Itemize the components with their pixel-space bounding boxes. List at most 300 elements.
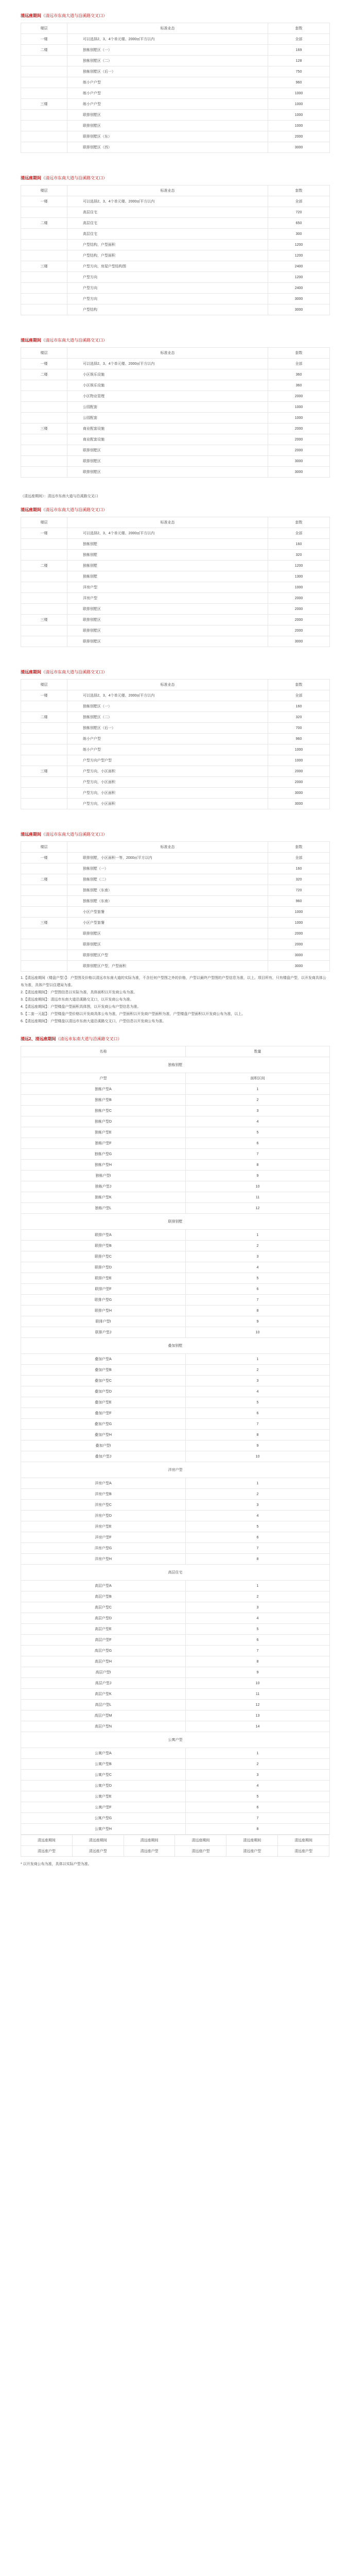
- unit-name-cell: 高层户型F: [21, 1635, 186, 1646]
- count-cell: 2000: [268, 625, 330, 636]
- unit-name-cell: 叠加户型F: [21, 1408, 186, 1419]
- table-row: [21, 961, 330, 972]
- list-item: [21, 1127, 330, 1138]
- count-cell: 2000: [268, 423, 330, 434]
- layout-cell: 独栋别墅（东南）: [67, 896, 268, 907]
- unit-count-cell: 14: [186, 1721, 330, 1732]
- section-title-bold[interactable]: 清远座期间: [21, 832, 41, 837]
- table-row: [21, 561, 330, 571]
- layout-cell: 户型方向: [67, 272, 268, 283]
- table-header-row: [21, 517, 330, 528]
- layout-cell: 独栋别墅: [67, 571, 268, 582]
- floor-cell: [21, 744, 67, 755]
- floor-cell: 三楼: [21, 615, 67, 625]
- list-item: [21, 1700, 330, 1710]
- unit-count-cell: 5: [186, 1521, 330, 1532]
- table-row: [21, 690, 330, 701]
- unit-count-cell: 13: [186, 1710, 330, 1721]
- table-row: [21, 369, 330, 380]
- floor-cell: 二楼: [21, 712, 67, 723]
- unit-name-cell: 独栋户型J: [21, 1181, 186, 1192]
- count-cell: 2000: [268, 445, 330, 456]
- table-header-cell: 标准业态: [67, 348, 268, 359]
- table-row: [21, 272, 330, 283]
- floor-cell: [21, 121, 67, 131]
- section-title-rest: （清远市东南大道与沿溪路交叉口）: [41, 338, 107, 343]
- unit-count-cell: 4: [186, 1781, 330, 1791]
- layout-cell: 户型方向，房屋户型结构图: [67, 261, 268, 272]
- floor-cell: 二楼: [21, 369, 67, 380]
- floor-cell: [21, 961, 67, 972]
- layout-cell: 户型方向，小区面积: [67, 777, 268, 788]
- list-item: [21, 1386, 330, 1397]
- unit-count-cell: 8: [186, 1554, 330, 1565]
- category-name: 公寓户型: [21, 1732, 330, 1748]
- section-gap: [21, 153, 329, 172]
- count-cell: 2400: [268, 261, 330, 272]
- layout-cell: 联排别墅区: [67, 110, 268, 121]
- category-row: [21, 1214, 330, 1230]
- layout-cell: 联排别墅区户型: [67, 950, 268, 961]
- floor-cell: [21, 723, 67, 734]
- list-title-rest: （清远市东南大道与沿溪路交叉口）: [56, 1037, 122, 1041]
- section-title-bold[interactable]: 清远座期间: [21, 176, 41, 180]
- table-row: [21, 788, 330, 799]
- list-item: [21, 1710, 330, 1721]
- unit-name-cell: 高层户型H: [21, 1656, 186, 1667]
- footer-cell[interactable]: 清远座期间: [278, 1835, 329, 1846]
- count-cell: 128: [268, 56, 330, 66]
- list-item: [21, 1791, 330, 1802]
- floor-cell: [21, 788, 67, 799]
- category-subheader-row: [21, 1073, 330, 1084]
- list-item: [21, 1116, 330, 1127]
- category-name: 洋房户型: [21, 1462, 330, 1478]
- table-row: [21, 528, 330, 539]
- table-row: [21, 250, 330, 261]
- layout-cell: 户型方向户型户型: [67, 755, 268, 766]
- floor-cell: 二楼: [21, 874, 67, 885]
- layout-cell: 洋房户型: [67, 582, 268, 593]
- floor-cell: [21, 66, 67, 77]
- unit-name-cell: 高层户型B: [21, 1591, 186, 1602]
- list-item: [21, 1306, 330, 1316]
- unit-name-cell: 独栋户型G: [21, 1149, 186, 1160]
- list-item: [21, 1440, 330, 1451]
- table-header-cell: 套数: [268, 680, 330, 690]
- section-title-bold[interactable]: 清远座期间: [21, 338, 41, 343]
- section-title-rest: （清远市东南大道与沿溪路交叉口）: [41, 832, 107, 837]
- floor-cell: [21, 571, 67, 582]
- layout-cell: 联排别墅区: [67, 445, 268, 456]
- pricing-table: [21, 185, 330, 315]
- table-row: [21, 229, 330, 240]
- unit-name-cell: 独栋户型L: [21, 1203, 186, 1214]
- unit-count-cell: 12: [186, 1700, 330, 1710]
- list-item: [21, 1748, 330, 1759]
- layout-cell: 独栋别墅（一）: [67, 863, 268, 874]
- count-cell: 2000: [268, 939, 330, 950]
- table-row: [21, 110, 330, 121]
- count-cell: 3000: [268, 467, 330, 478]
- footer-table: [21, 1835, 329, 1857]
- section-title: [21, 172, 329, 185]
- footer-cell[interactable]: 清远座户型: [226, 1846, 278, 1857]
- unit-name-cell: 独栋户型H: [21, 1160, 186, 1171]
- footer-cell[interactable]: 清远座期间: [124, 1835, 175, 1846]
- footer-cell[interactable]: 清远座期间: [72, 1835, 124, 1846]
- category-row: [21, 1565, 330, 1581]
- floor-cell: [21, 863, 67, 874]
- table-row: [21, 207, 330, 218]
- pricing-table: [21, 347, 330, 478]
- table-row: [21, 240, 330, 250]
- unit-name-cell: 洋房户型A: [21, 1478, 186, 1489]
- table-row: [21, 734, 330, 744]
- count-cell: 720: [268, 885, 330, 896]
- unit-name-cell: 联排户型B: [21, 1241, 186, 1251]
- floor-cell: [21, 77, 67, 88]
- count-cell: 2000: [268, 777, 330, 788]
- unit-count-cell: 5: [186, 1624, 330, 1635]
- count-cell: 1000: [268, 402, 330, 413]
- section-title: [21, 334, 329, 347]
- count-cell: 3000: [268, 304, 330, 315]
- unit-count-cell: 2: [186, 1241, 330, 1251]
- unit-name-cell: 高层户型D: [21, 1613, 186, 1624]
- section-title-rest: （清远市东南大道与沿溪路交叉口）: [41, 13, 107, 18]
- layout-cell: 联排别墅区: [67, 625, 268, 636]
- layout-cell: 可以选择2、3、4个单元楼、2000㎡平方以内: [67, 359, 268, 369]
- count-cell: 全部: [268, 34, 330, 45]
- floor-cell: [21, 434, 67, 445]
- table-row: [21, 413, 330, 423]
- floor-cell: 一楼: [21, 34, 67, 45]
- footer-cell[interactable]: 清远座期间: [226, 1835, 278, 1846]
- floor-cell: [21, 283, 67, 294]
- layout-cell: 小区户型套餐: [67, 918, 268, 928]
- floor-cell: [21, 250, 67, 261]
- table-row: [21, 874, 330, 885]
- floor-cell: [21, 110, 67, 121]
- layout-cell: 户型方向，小区面积: [67, 766, 268, 777]
- unit-name-cell: 洋房户型E: [21, 1521, 186, 1532]
- unit-count-cell: 7: [186, 1295, 330, 1306]
- category-name: 联排别墅: [21, 1214, 330, 1230]
- unit-name-cell: 公寓户型B: [21, 1759, 186, 1770]
- floor-cell: [21, 142, 67, 153]
- count-cell: 2000: [268, 391, 330, 402]
- count-cell: 全部: [268, 853, 330, 863]
- table-row: [21, 34, 330, 45]
- unit-count-cell: 4: [186, 1511, 330, 1521]
- unit-count-cell: 2: [186, 1591, 330, 1602]
- count-cell: 2000: [268, 604, 330, 615]
- layout-cell: 户型结构: [67, 304, 268, 315]
- section-title: [21, 666, 329, 679]
- footer-row-2: [21, 1846, 329, 1857]
- layout-cell: 联排别墅区: [67, 939, 268, 950]
- list-item: [21, 1532, 330, 1543]
- list-item: [21, 1160, 330, 1171]
- unit-count-cell: 6: [186, 1635, 330, 1646]
- layout-cell: 联排别墅区: [67, 456, 268, 467]
- footer-row: [21, 1835, 329, 1846]
- table-header-cell: 楼层: [21, 185, 67, 196]
- table-row: [21, 885, 330, 896]
- footer-cell[interactable]: 清远座户型: [124, 1846, 175, 1857]
- floor-cell: [21, 272, 67, 283]
- floor-cell: 一楼: [21, 359, 67, 369]
- floor-cell: [21, 380, 67, 391]
- table-row: [21, 142, 330, 153]
- footer-cell[interactable]: 清远座期间: [175, 1835, 226, 1846]
- list-item: [21, 1646, 330, 1656]
- layout-cell: 练小户户型: [67, 744, 268, 755]
- floor-cell: [21, 413, 67, 423]
- note-line: 2.【清远座期间】：户型图信息以实际为准，具体面积以开发商公布为准。: [21, 991, 137, 994]
- floor-cell: 一楼: [21, 853, 67, 863]
- unit-count-cell: 8: [186, 1824, 330, 1835]
- list-item: [21, 1489, 330, 1500]
- table-row: [21, 853, 330, 863]
- count-cell: 1200: [268, 240, 330, 250]
- unit-name-cell: 高层户型A: [21, 1581, 186, 1591]
- floor-cell: [21, 229, 67, 240]
- unit-count-cell: 3: [186, 1770, 330, 1781]
- list-item: [21, 1230, 330, 1241]
- footer-cell[interactable]: 清远座期间: [21, 1835, 73, 1846]
- floor-cell: [21, 636, 67, 647]
- table-header-cell: 楼层: [21, 23, 67, 34]
- count-cell: 160: [268, 701, 330, 712]
- unit-count-cell: 11: [186, 1689, 330, 1700]
- note-line: 5.【二套一元起】：户型楼盘户型价格以开发商具体公布为准，户型面积以开发商户型面积为准，户型楼盘户型面积以开发商公布为准，以上。: [21, 1012, 246, 1016]
- count-cell: 全部: [268, 690, 330, 701]
- table-row: [21, 701, 330, 712]
- floor-cell: [21, 799, 67, 809]
- floor-cell: [21, 207, 67, 218]
- category-row: [21, 1732, 330, 1748]
- category-name: 独栋别墅: [21, 1057, 330, 1073]
- table-row: [21, 283, 330, 294]
- list-item: [21, 1241, 330, 1251]
- section-gap: [21, 315, 329, 334]
- table-header-cell: 套数: [268, 23, 330, 34]
- list-item: [21, 1678, 330, 1689]
- category-subheader-cell: 面积区间: [186, 1073, 330, 1084]
- layout-cell: 可以选择2、3、4个单元楼、2000㎡平方以内: [67, 196, 268, 207]
- unit-count-cell: 4: [186, 1613, 330, 1624]
- list-item: [21, 1624, 330, 1635]
- count-cell: 1300: [268, 571, 330, 582]
- unit-name-cell: 联排户型H: [21, 1306, 186, 1316]
- bottom-note: * 以开发商公布为准，具体以实际户型为准。: [21, 1862, 92, 1866]
- layout-cell: 联排别墅区: [67, 928, 268, 939]
- layout-cell: 练小户户型: [67, 99, 268, 110]
- table-row: [21, 445, 330, 456]
- unit-name-cell: 高层户型G: [21, 1646, 186, 1656]
- section-title-bold[interactable]: 清远座期间: [21, 670, 41, 674]
- unit-name-cell: 独栋户型D: [21, 1116, 186, 1127]
- list-title-bold: 清远2、: [21, 1037, 36, 1041]
- count-cell: 360: [268, 369, 330, 380]
- unit-count-cell: 8: [186, 1160, 330, 1171]
- table-row: [21, 66, 330, 77]
- count-cell: 1000: [268, 907, 330, 918]
- section-title-rest: （清远市东南大道与沿溪路交叉口）: [41, 670, 107, 674]
- layout-cell: 洋房户型: [67, 593, 268, 604]
- unit-name-cell: 叠加户型J: [21, 1451, 186, 1462]
- table-header-row: [21, 348, 330, 359]
- footer-cell[interactable]: 清远座户型: [72, 1846, 124, 1857]
- list-item: [21, 1181, 330, 1192]
- count-cell: 全部: [268, 528, 330, 539]
- count-cell: 960: [268, 734, 330, 744]
- floor-cell: [21, 755, 67, 766]
- section-title-bold[interactable]: 清远座期间: [21, 507, 41, 512]
- list-item: [21, 1203, 330, 1214]
- table-header-row: [21, 680, 330, 690]
- list-item: [21, 1354, 330, 1365]
- count-cell: 3000: [268, 950, 330, 961]
- unit-count-cell: 12: [186, 1203, 330, 1214]
- table-header-row: [21, 842, 330, 853]
- unit-name-cell: 联排户型J: [21, 1327, 186, 1338]
- count-cell: 3000: [268, 456, 330, 467]
- layout-cell: 可以选择2、3、4个单元楼、2000㎡平方以内: [67, 528, 268, 539]
- unit-name-cell: 高层户型J: [21, 1678, 186, 1689]
- count-cell: 3000: [268, 961, 330, 972]
- unit-name-cell: 叠加户型I: [21, 1440, 186, 1451]
- table-header-cell: 套数: [268, 348, 330, 359]
- table-row: [21, 625, 330, 636]
- unit-name-cell: 洋房户型D: [21, 1511, 186, 1521]
- unit-count-cell: 10: [186, 1181, 330, 1192]
- table-header-cell: 套数: [268, 517, 330, 528]
- list-item: [21, 1084, 330, 1095]
- layout-cell: 公园配套: [67, 402, 268, 413]
- list-item: [21, 1251, 330, 1262]
- note-line: 4.【清远座期间】：户型楼盘户型面积具体图，以开发商公布户型信息为准。: [21, 1005, 141, 1009]
- count-cell: 3000: [268, 294, 330, 304]
- list-item: [21, 1408, 330, 1419]
- unit-count-cell: 4: [186, 1116, 330, 1127]
- table-row: [21, 218, 330, 229]
- section-title: [21, 828, 329, 841]
- layout-cell: 户型结构，户型面积: [67, 240, 268, 250]
- layout-cell: 户型结构，户型面积: [67, 250, 268, 261]
- list-item: [21, 1295, 330, 1306]
- table-row: [21, 550, 330, 561]
- layout-cell: 户型方向，小区面积: [67, 799, 268, 809]
- table-row: [21, 380, 330, 391]
- list-item: [21, 1273, 330, 1284]
- unit-count-cell: 7: [186, 1646, 330, 1656]
- list-item: [21, 1667, 330, 1678]
- count-cell: 3000: [268, 788, 330, 799]
- unit-count-cell: 3: [186, 1500, 330, 1511]
- list-item: [21, 1635, 330, 1646]
- floor-cell: 一楼: [21, 196, 67, 207]
- section-title: [21, 503, 329, 517]
- count-cell: 169: [268, 45, 330, 56]
- unit-count-cell: 8: [186, 1656, 330, 1667]
- unit-count-cell: 10: [186, 1678, 330, 1689]
- footer-cell[interactable]: 清远座户型: [21, 1846, 73, 1857]
- unit-name-cell: 高层户型I: [21, 1667, 186, 1678]
- category-row: [21, 1057, 330, 1073]
- unit-name-cell: 高层户型M: [21, 1710, 186, 1721]
- count-cell: 750: [268, 66, 330, 77]
- count-cell: 1000: [268, 121, 330, 131]
- table-row: [21, 391, 330, 402]
- unit-count-cell: 9: [186, 1316, 330, 1327]
- floor-cell: [21, 593, 67, 604]
- count-cell: 320: [268, 550, 330, 561]
- notes-block: [21, 975, 329, 1025]
- category-name: 高层住宅: [21, 1565, 330, 1581]
- count-cell: 320: [268, 874, 330, 885]
- note-line: 3.【清远座期间】：清远市东南大道沿溪路交叉口，以开发商公布为准。: [21, 998, 134, 1002]
- table-row: [21, 950, 330, 961]
- unit-count-cell: 1: [186, 1581, 330, 1591]
- list-header-cell: 数量: [186, 1046, 330, 1057]
- layout-cell: 商业配套设施: [67, 423, 268, 434]
- unit-count-cell: 2: [186, 1365, 330, 1376]
- unit-name-cell: 联排户型F: [21, 1284, 186, 1295]
- unit-count-cell: 1: [186, 1478, 330, 1489]
- count-cell: 1000: [268, 744, 330, 755]
- count-cell: 720: [268, 207, 330, 218]
- unit-count-cell: 6: [186, 1532, 330, 1543]
- floor-cell: [21, 88, 67, 99]
- count-cell: 360: [268, 380, 330, 391]
- floor-cell: [21, 456, 67, 467]
- layout-cell: 联排别墅区户型，户型面积: [67, 961, 268, 972]
- layout-cell: 小区物业管理: [67, 391, 268, 402]
- layout-cell: 独栋别墅: [67, 561, 268, 571]
- layout-cell: 公园配套: [67, 413, 268, 423]
- count-cell: 2000: [268, 928, 330, 939]
- unit-count-cell: 2: [186, 1095, 330, 1106]
- unit-count-cell: 5: [186, 1127, 330, 1138]
- floor-cell: 一楼: [21, 528, 67, 539]
- layout-cell: 独栋别墅（东南）: [67, 885, 268, 896]
- floor-cell: 一楼: [21, 690, 67, 701]
- count-cell: 1200: [268, 250, 330, 261]
- count-cell: 1200: [268, 561, 330, 571]
- floor-cell: 三楼: [21, 423, 67, 434]
- table-row: [21, 434, 330, 445]
- section-title-bold[interactable]: 清远座期间: [21, 13, 41, 18]
- footer-cell[interactable]: 清远座户型: [175, 1846, 226, 1857]
- count-cell: 2000: [268, 434, 330, 445]
- floor-cell: 三楼: [21, 261, 67, 272]
- table-row: [21, 896, 330, 907]
- floor-cell: 二楼: [21, 218, 67, 229]
- floor-cell: [21, 701, 67, 712]
- footer-cell[interactable]: 清远座户型: [278, 1846, 329, 1857]
- list-title-link[interactable]: 清远座期间: [35, 1037, 56, 1041]
- floor-cell: [21, 402, 67, 413]
- unit-count-cell: 9: [186, 1440, 330, 1451]
- list-item: [21, 1781, 330, 1791]
- layout-cell: 独栋别墅区（二）: [67, 56, 268, 66]
- pricing-table: [21, 23, 330, 153]
- list-item: [21, 1554, 330, 1565]
- table-header-cell: 标准业态: [67, 842, 268, 853]
